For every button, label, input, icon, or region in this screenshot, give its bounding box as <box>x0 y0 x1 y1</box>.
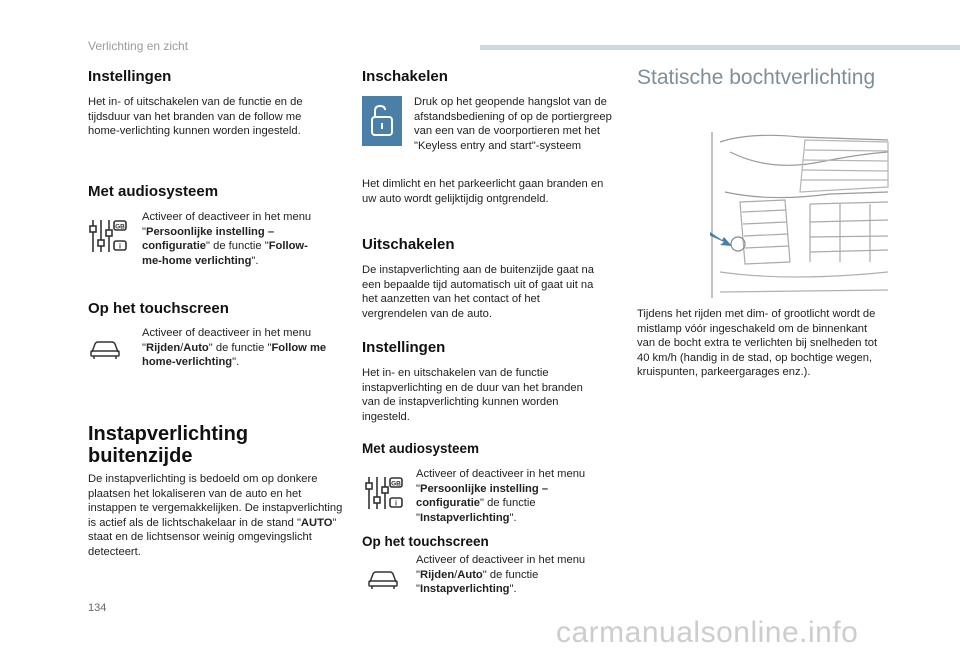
uitschakelen-heading: Uitschakelen <box>362 236 455 253</box>
audio-heading: Met audiosysteem <box>88 183 219 200</box>
audio-settings-icon <box>88 216 128 256</box>
touch-text: Activeer of deactiveer in het menu "Rijden/Auto" de functie "Follow me home-verlichting". <box>142 327 327 369</box>
instellingen-heading: Instellingen <box>88 68 172 85</box>
uitschakelen-text: De instapverlichting aan de buitenzijde gaat na een bepaalde tijd automatisch uit of gaat uit na het aanzetten van het contact of het vergrendelen van de auto. <box>362 264 594 320</box>
inschakelen-text: Druk op het geopende hangslot van de afstandsbediening of op de portiergreep van een van de voorportieren met het "Keyless entry and start"-systeem <box>414 96 612 152</box>
svg-text:i: i <box>119 243 121 251</box>
car-front-illustration <box>710 132 890 298</box>
car-icon <box>88 335 122 361</box>
statische-heading: Statische bochtverlichting <box>637 66 876 89</box>
instellingen2-heading: Instellingen <box>362 339 446 356</box>
car-icon <box>366 565 400 591</box>
instellingen-text: Het in- of uitschakelen van de functie en de tijdsduur van het branden van de follow me home-verlichting kunnen worden ingesteld. <box>88 96 303 138</box>
audio2-text: Activeer of deactiveer in het menu "Persoonlijke instelling – configuratie" de functie "Instapverlichting". <box>416 468 586 524</box>
page-number: 134 <box>88 602 107 614</box>
svg-text:GB: GB <box>391 480 401 488</box>
svg-text:i: i <box>395 500 397 508</box>
svg-text:GB: GB <box>115 223 125 231</box>
header-bar <box>480 45 960 50</box>
touch2-heading: Op het touchscreen <box>362 534 489 549</box>
audio2-heading: Met audiosysteem <box>362 441 480 456</box>
touch-heading: Op het touchscreen <box>88 300 229 317</box>
watermark: carmanualsonline.info <box>556 616 859 649</box>
touch2-text: Activeer of deactiveer in het menu "Rijden/Auto" de functie "Instapverlichting". <box>416 554 586 596</box>
instap-heading: Instapverlichting buitenzijde <box>88 423 249 467</box>
open-padlock-icon <box>362 96 402 146</box>
instellingen2-text: Het in- en uitschakelen van de functie instapverlichting en de duur van het branden van de instapverlichting kunnen worden ingesteld. <box>362 367 583 423</box>
audio-text: Activeer of deactiveer in het menu "Persoonlijke instelling – configuratie" de functie "Follow-me-home verlichting". <box>142 211 312 267</box>
inschakelen-heading: Inschakelen <box>362 68 448 85</box>
dimlicht-text: Het dimlicht en het parkeerlicht gaan branden en uw auto wordt gelijktijdig ontgrendeld. <box>362 178 604 205</box>
instap-text: De instapverlichting is bedoeld om op donkere plaatsen het lokaliseren van de auto en het instappen te vergemakkelijken. De instapverlichting is actief als de lichtschakelaar in de stand "AUTO" staat en de lichtsensor weinig omgevingslicht detecteert. <box>88 473 343 558</box>
audio-settings-icon <box>364 473 404 513</box>
bochtverlichting-text: Tijdens het rijden met dim- of grootlicht wordt de mistlamp vóór ingeschakeld om de binnenkant van de bocht extra te verlichten bij snelheden tot 40 km/h (handig in de stad, op bochtige wegen, kruispunten, parkeergarages enz.). <box>637 308 878 379</box>
section-title: Verlichting en zicht <box>88 39 189 53</box>
